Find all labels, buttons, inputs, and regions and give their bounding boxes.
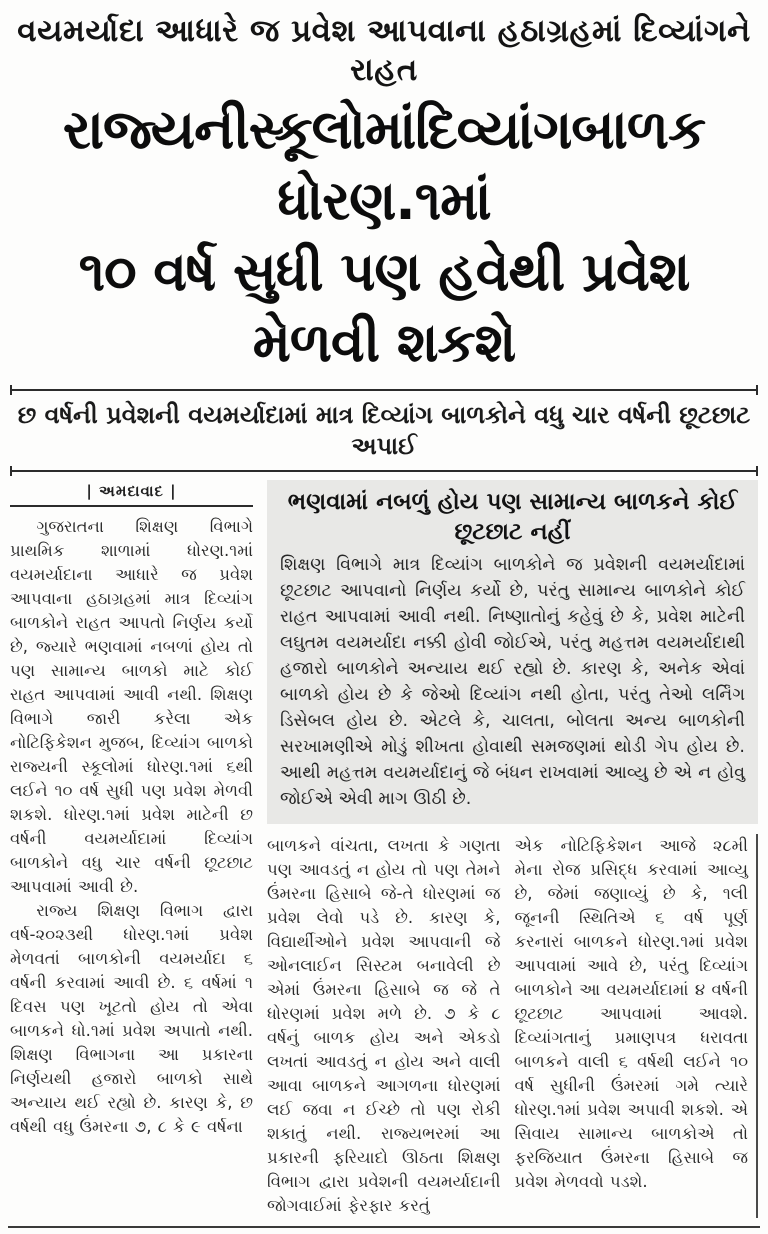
middle-column <box>267 834 501 1218</box>
dateline-rule <box>10 505 253 507</box>
right-column <box>515 834 749 1218</box>
highlight-box-body: શિક્ષણ વિભાગે માત્ર દિવ્યાંગ બાળકોને જ પ્રવેશની વયમર્યાદામાં છૂટછાટ આપવાનો નિર્ણય કર્યો છે, પરંતુ સામાન્ય બાળકોને કોઈ રાહત આપવામાં આવી નથી. નિષ્ણાતોનું કહેવું છે કે, પ્રવેશ માટેની લઘુતમ વયમર્યાદા નક્કી હોવી જોઈએ, પરંતુ મહત્તમ વયમર્યાદાથી હજારો બાળકોને અન્યાય થઈ રહ્યો છે. કારણ કે, અનેક એવાં બાળકો હોય છે કે જેઓ દિવ્યાંગ નથી હોતા, પરંતુ તેઓ લર્નિંગ ડિસેબલ હોય છે. એટલે કે, ચાલતા, બોલતા અન્ય બાળકોની સરખામણીએ મોડું શીખતા હોવાથી સમજણમાં થોડી ગેપ હોય છે. આથી મહત્તમ વયમર્યાદાનું જે બંધન રાખવામાં આવ્યુ છે એ ન હોવુ જોઈએ એવી માગ ઊઠી છે. <box>280 554 745 809</box>
middle-column-text: બાળકને વાંચતા, લખતા કે ગણતા પણ આવડતું ન હોય તો પણ તેમને ઉંમરના હિસાબે જે-તે ધોરણમાં જ પ્રવેશ લેવો પડે છે. કારણ કે, વિદ્યાર્થીઓને પ્રવેશ આપવાની જે ઓનલાઈન સિસ્ટમ બનાવેલી છે એમાં ઉંમરના હિસાબે જ જે તે ધોરણમાં પ્રવેશ મળે છે. ૭ કે ૮ વર્ષનું બાળક હોય અને એકડો લખતાં આવડતું ન હોય અને વાલી આવા બાળકને આગળના ધોરણમાં લઈ જવા ન ઈચ્છે તો પણ રોકી શકાતું નથી. રાજ્યભરમાં આ પ્રકારની ફરિયાદો ઊઠતા શિક્ષણ વિભાગ દ્વારા પ્રવેશની વયમર્યાદાની જોગવાઈમાં ફેરફાર કરતું <box>267 835 501 1215</box>
left-column <box>10 480 253 1218</box>
article-body <box>8 480 760 1228</box>
continuation-columns <box>267 834 758 1218</box>
right-column-text: એક નોટિફિકેશન આજે ૨૮મી મેના રોજ પ્રસિદ્ધ કરવામાં આવ્યુ છે, જેમાં જણાવ્યું છે કે, ૧લી જૂનની સ્થિતિએ ૬ વર્ષ પૂર્ણ કરનારાં બાળકને ધોરણ.૧માં પ્રવેશ આપવામાં આવે છે, પરંતુ દિવ્યાંગ બાળકોને આ વયમર્યાદામાં ૪ વર્ષની છૂટછાટ આપવામાં આવશે. દિવ્યાંગતાનું પ્રમાણપત્ર ધરાવતા બાળકને વાલી ૬ વર્ષથી લઈને ૧૦ વર્ષ સુધીની ઉંમરમાં ગમે ત્યારે ધોરણ.૧માં પ્રવેશ અપાવી શકશે. એ સિવાય સામાન્ય બાળકોએ તો ફરજિયાત ઉંમરના હિસાબે જ પ્રવેશ મેળવવો પડશે. <box>514 835 748 1191</box>
highlight-box <box>267 480 758 824</box>
left-column-paragraph-2: રાજ્ય શિક્ષણ વિભાગ દ્વારા વર્ષ-૨૦૨૩થી ધોરણ.૧માં પ્રવેશ મેળવતાં બાળકોની વયમર્યાદા ૬ વર્ષની કરવામાં આવી છે. ૬ વર્ષમાં ૧ દિવસ પણ ખૂટતો હોય તો એવા બાળકને ધો.૧માં પ્રવેશ અપાતો નથી. શિક્ષણ વિભાગના આ પ્રકારના નિર્ણયથી હજારો બાળકો સાથે અન્યાય થઈ રહ્યો છે. કારણ કે, છ વર્ષથી વધુ ઉંમરના ૭, ૮ કે ૯ વર્ષના <box>10 900 253 1136</box>
dateline: | અમદાવાદ | <box>86 481 177 500</box>
subtitle-bottom-rule <box>11 470 757 472</box>
subtitle: છ વર્ષની પ્રવેશની વયમર્યાદામાં માત્ર દિવ્યાંગ બાળકોને વધુ ચાર વર્ષની છૂટછાટ અપાઈ <box>17 400 751 460</box>
main-headline <box>10 94 758 379</box>
left-column-text <box>10 515 253 1139</box>
left-column-paragraph-1: ગુજરાતના શિક્ષણ વિભાગે પ્રાથમિક શાળામાં ધોરણ.૧માં વયમર્યાદાના આધારે જ પ્રવેશ આપવાના હઠાગ્રહમાં માત્ર દિવ્યાંગ બાળકોને રાહત આપતો નિર્ણય કર્યો છે, જ્યારે ભણવામાં નબળાં હોય તો પણ સામાન્ય બાળકો માટે કોઈ રાહત આપવામાં આવી નથી. શિક્ષણ વિભાગે જારી કરેલા એક નોટિફિકેશન મુજબ, દિવ્યાંગ બાળકો રાજ્યની સ્કૂલોમાં ધોરણ.૧માં ૬થી લઈને ૧૦ વર્ષ સુધી પણ પ્રવેશ મેળવી શકશે. ધોરણ.૧માં પ્રવેશ માટેની છ વર્ષની વયમર્યાદામાં દિવ્યાંગ બાળકોને વધુ ચાર વર્ષની છૂટછાટ આપવામાં આવી છે. <box>10 516 253 896</box>
headline-line-1: રાજ્યનીસ્કૂલોમાંદિવ્યાંગબાળક ધોરણ.૧માં <box>62 97 706 232</box>
headline-line-2: ૧૦ વર્ષ સુધી પણ હવેથી પ્રવેશ મેળવી શકશે <box>78 240 690 375</box>
subtitle-top-rule <box>11 389 757 391</box>
highlight-box-heading: ભણવામાં નબળું હોય પણ સામાન્ય બાળકને કોઈ છૂટછાટ નહીં <box>287 488 738 545</box>
right-region <box>267 480 758 1218</box>
kicker-headline: વયમર્યાદા આધારે જ પ્રવેશ આપવાના હઠાગ્રહમાં દિવ્યાંગને રાહત <box>17 13 751 88</box>
